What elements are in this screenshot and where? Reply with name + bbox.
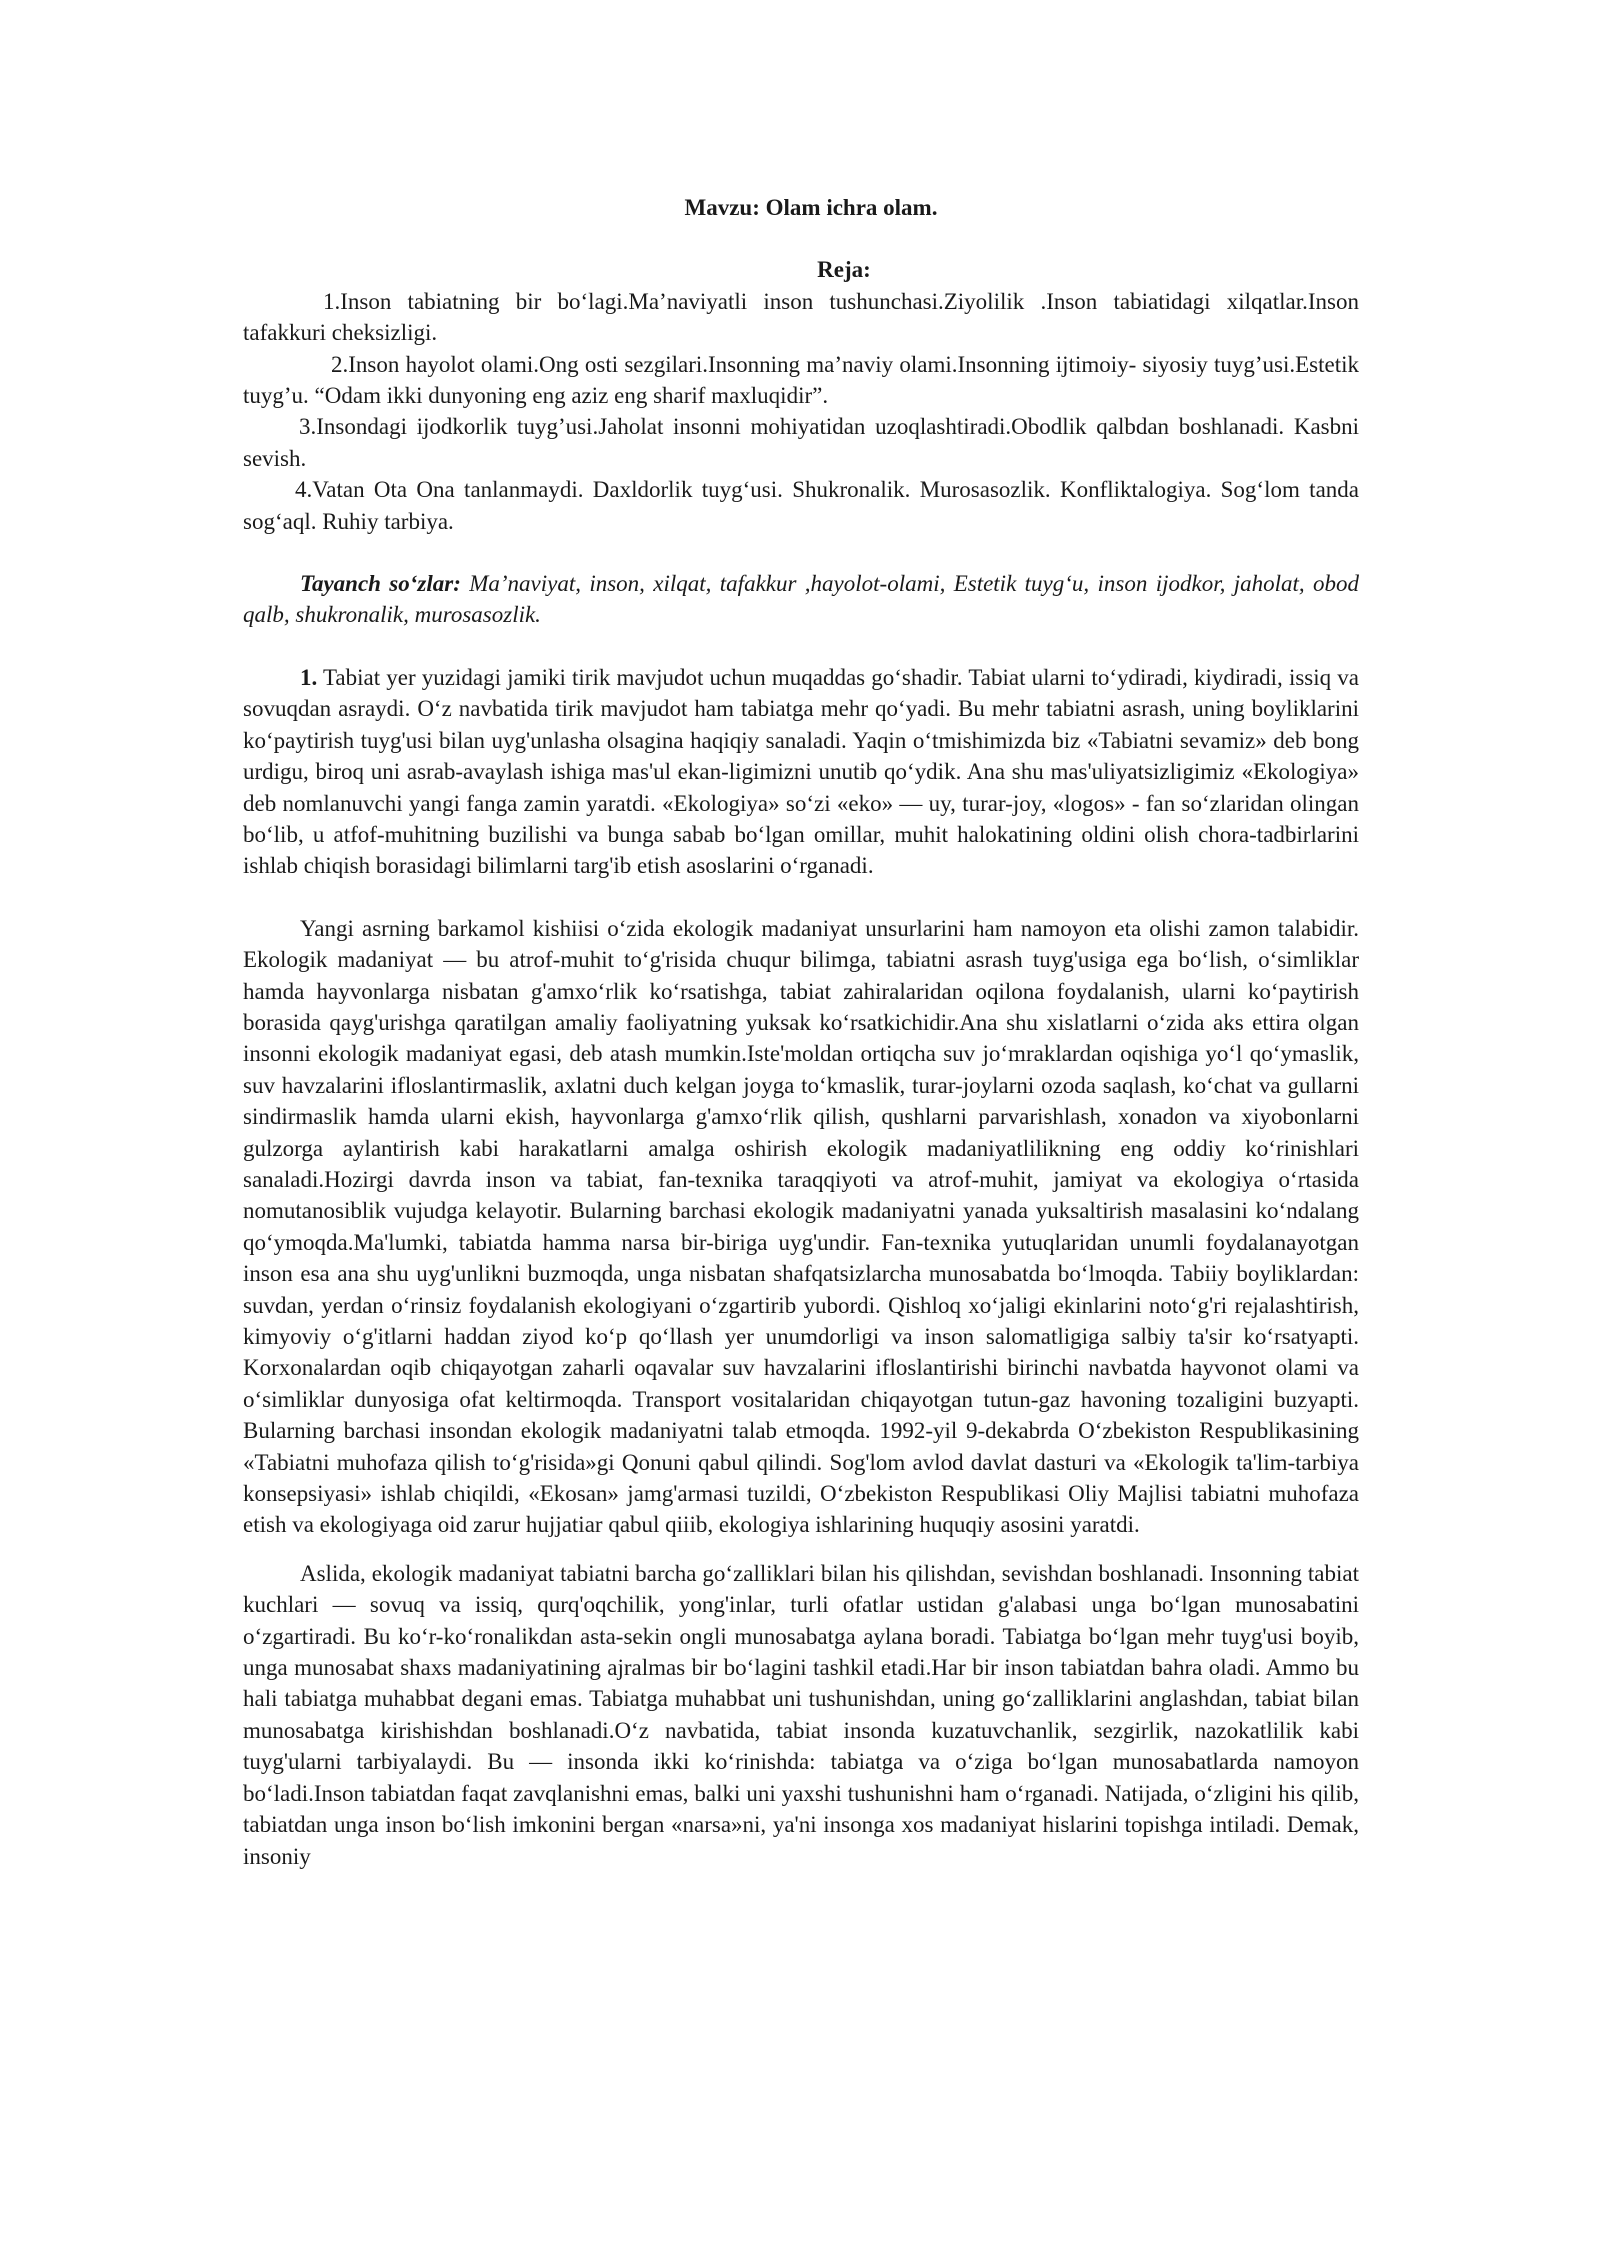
document-body	[243, 192, 1359, 1872]
body-paragraph-1	[243, 662, 1359, 882]
plan-item-1: 1.Inson tabiatning bir bo‘lagi.Ma’naviyatli inson tushunchasi.Ziyolilik .Inson tabiatidagi xilqatlar.Inson tafakkuri cheksizligi.	[243, 288, 1359, 346]
plan-item-2: 2.Inson hayolot olami.Ong osti sezgilari.Insonning ma’naviy olami.Insonning ijtimoiy- siyosiy tuyg’usi.Estetik tuyg’u. “Odam ikki dunyoning eng aziz eng sharif maxluqidir”.	[243, 351, 1359, 409]
keywords-paragraph	[243, 568, 1359, 631]
keywords-text: Ma’naviyat, inson, xilqat, tafakkur ,hayolot-olami, Estetik tuyg‘u, inson ijodkor, jaholat, obod qalb, shukronalik, murosasozlik.	[243, 571, 1359, 628]
body-paragraph-3: Aslida, ekologik madaniyat tabiatni barcha go‘zalliklari bilan his qilishdan, sevishdan boshlanadi. Insonning tabiat kuchlari — sovuq va issiq, qurq'oqchilik, yong'inlar, turli ofatlar ustidan g'alabasi unga bo‘lgan munosabatini o‘zgartiradi. Bu ko‘r-ko‘ronalikdan asta-sekin ongli munosabatga aylana boradi. Tabiatga bo‘lgan mehr tuyg'usi boyib, unga munosabat shaxs madaniyatining ajralmas bir bo‘lagini tashkil etadi.Har bir inson tabiatdan bahra oladi. Ammo bu hali tabiatga muhabbat degani emas. Tabiatga muhabbat uni tushunishdan, uning go‘zalliklarini anglashdan, tabiat bilan munosabatga kirishishdan boshlanadi.O‘z navbatida, tabiat insonda kuzatuvchanlik, sezgirlik, nazokatlilik kabi tuyg'ularni tarbiyalaydi. Bu — insonda ikki ko‘rinishda: tabiatga va o‘ziga bo‘lgan munosabatlarda namoyon bo‘ladi.Inson tabiatdan faqat zavqlanishni emas, balki uni yaxshi tushunishni ham o‘rganadi. Natijada, o‘zligini his qilib, tabiatdan unga inson bo‘lish imkonini bergan «narsa»ni, ya'ni insonga xos madaniyat hislarini topishga intiladi. Demak, insoniy	[243, 1560, 1359, 1869]
plan-item-3: 3.Insondagi ijodkorlik tuyg’usi.Jaholat insonni mohiyatidan uzoqlashtiradi.Obodlik qalbdan boshlanadi. Kasbni sevish.	[243, 414, 1359, 471]
body-paragraph-2: Yangi asrning barkamol kishiisi o‘zida ekologik madaniyat unsurlarini ham namoyon eta olishi zamon talabidir. Ekologik madaniyat — bu atrof-muhit to‘g'risida chuqur bilimga, tabiatni asrash tuyg'usiga ega bo‘lish, o‘simliklar hamda hayvonlarga nisbatan g'amxo‘rlik ko‘rsatishga, tabiat zahiralaridan oqilona foydalanish, ularni ko‘paytirish borasida qayg'urishga qaratilgan amaliy faoliyatning yuksak ko‘rsatkichidir.Ana shu xislatlarni o‘zida aks ettira olgan insonni ekologik madaniyat egasi, deb atash mumkin.Iste'moldan ortiqcha suv jo‘mraklardan oqishiga yo‘l qo‘ymaslik, suv havzalarini ifloslantirmaslik, axlatni duch kelgan joyga to‘kmaslik, turar-joylarni ozoda saqlash, ko‘chat va gullarni sindirmaslik hamda ularni ekish, hayvonlarga g'amxo‘rlik qilish, qushlarni parvarishlash, xonadon va xiyobonlarni gulzorga aylantirish kabi harakatlarni amalga oshirish ekologik madaniyatlilikning eng oddiy ko‘rinishlari sanaladi.Hozirgi davrda inson va tabiat, fan-texnika taraqqiyoti va atrof-muhit, jamiyat va ekologiya o‘rtasida nomutanosiblik vujudga kelayotir. Bularning barchasi ekologik madaniyatni yanada yuksaltirish masalasini ko‘ndalang qo‘ymoqda.Ma'lumki, tabiatda hamma narsa bir-biriga uyg'undir. Fan-texnika yutuqlaridan unumli foydalanayotgan inson esa ana shu uyg'unlikni buzmoqda, unga nisbatan shafqatsizlarcha munosabatda bo‘lmoqda. Tabiiy boyliklardan: suvdan, yerdan o‘rinsiz foydalanish ekologiyani o‘zgartirib yubordi. Qishloq xo‘jaligi ekinlarini noto‘g'ri rejalashtirish, kimyoviy o‘g'itlarni haddan ziyod ko‘p qo‘llash yer unumdorligi va inson salomatligiga salbiy ta'sir ko‘rsatyapti. Korxonalardan oqib chiqayotgan zaharli oqavalar suv havzalarini ifloslantirishi birinchi navbatda hayvonot olami va o‘simliklar dunyosiga ofat keltirmoqda. Transport vositalaridan chiqayotgan tutun-gaz havoning tozaligini buzyapti. Bularning barchasi insondan ekologik madaniyatni talab etmoqda. 1992-yil 9-dekabrda O‘zbekiston Respublikasining «Tabiatni muhofaza qilish to‘g'risida»gi Qonuni qabul qilindi. Sog'lom avlod davlat dasturi va «Ekologik ta'lim-tarbiya konsepsiyasi» ishlab chiqildi, «Ekosan» jamg'armasi tuzildi, O‘zbekiston Respublikasi Oliy Majlisi tabiatni muhofaza etish va ekologiyaga oid zarur hujjatiar qabul qiiib, ekologiya ishlarining huquqiy asosini yaratdi.	[243, 915, 1359, 1538]
plan-item-4: 4.Vatan Ota Ona tanlanmaydi. Daxldorlik tuyg‘usi. Shukronalik. Murosasozlik. Konfliktalogiya. Sog‘lom tanda sog‘aql. Ruhiy tarbiya.	[243, 477, 1359, 534]
plan-heading: Reja:	[817, 257, 871, 283]
section-number: 1.	[300, 664, 318, 690]
keywords-label: Tayanch so‘zlar:	[300, 571, 461, 597]
document-title: Mavzu: Olam ichra olam.	[684, 195, 938, 220]
body-paragraph-1-text: Tabiat yer yuzidagi jamiki tirik mavjudot uchun muqaddas go‘shadir. Tabiat ularni to‘ydiradi, kiydiradi, issiq va sovuqdan asraydi. O‘z navbatida tirik mavjudot ham tabiatga mehr qo‘yadi. Bu mehr tabiatni asrash, uning boyliklarini ko‘paytirish tuyg'usi bilan uyg'unlasha olsagina haqiqiy sanaladi. Yaqin o‘tmishimizda biz «Tabiatni sevamiz» deb bong urdigu, biroq uni asrab-avaylash ishiga mas'ul ekan-ligimizni unutib qo‘ydik. Ana shu mas'uliyatsizligimiz «Ekologiya» deb nomlanuvchi yangi fanga zamin yaratdi. «Ekologiya» so‘zi «eko» — uy, turar-joy, «logos» - fan so‘zlaridan olingan bo‘lib, u atfof-muhitning buzilishi va bunga sabab bo‘lgan omillar, muhit halokatining oldini olish chora-tadbirlarini ishlab chiqish borasidagi bilimlarni targ'ib etish asoslarini o‘rganadi.	[243, 664, 1359, 879]
